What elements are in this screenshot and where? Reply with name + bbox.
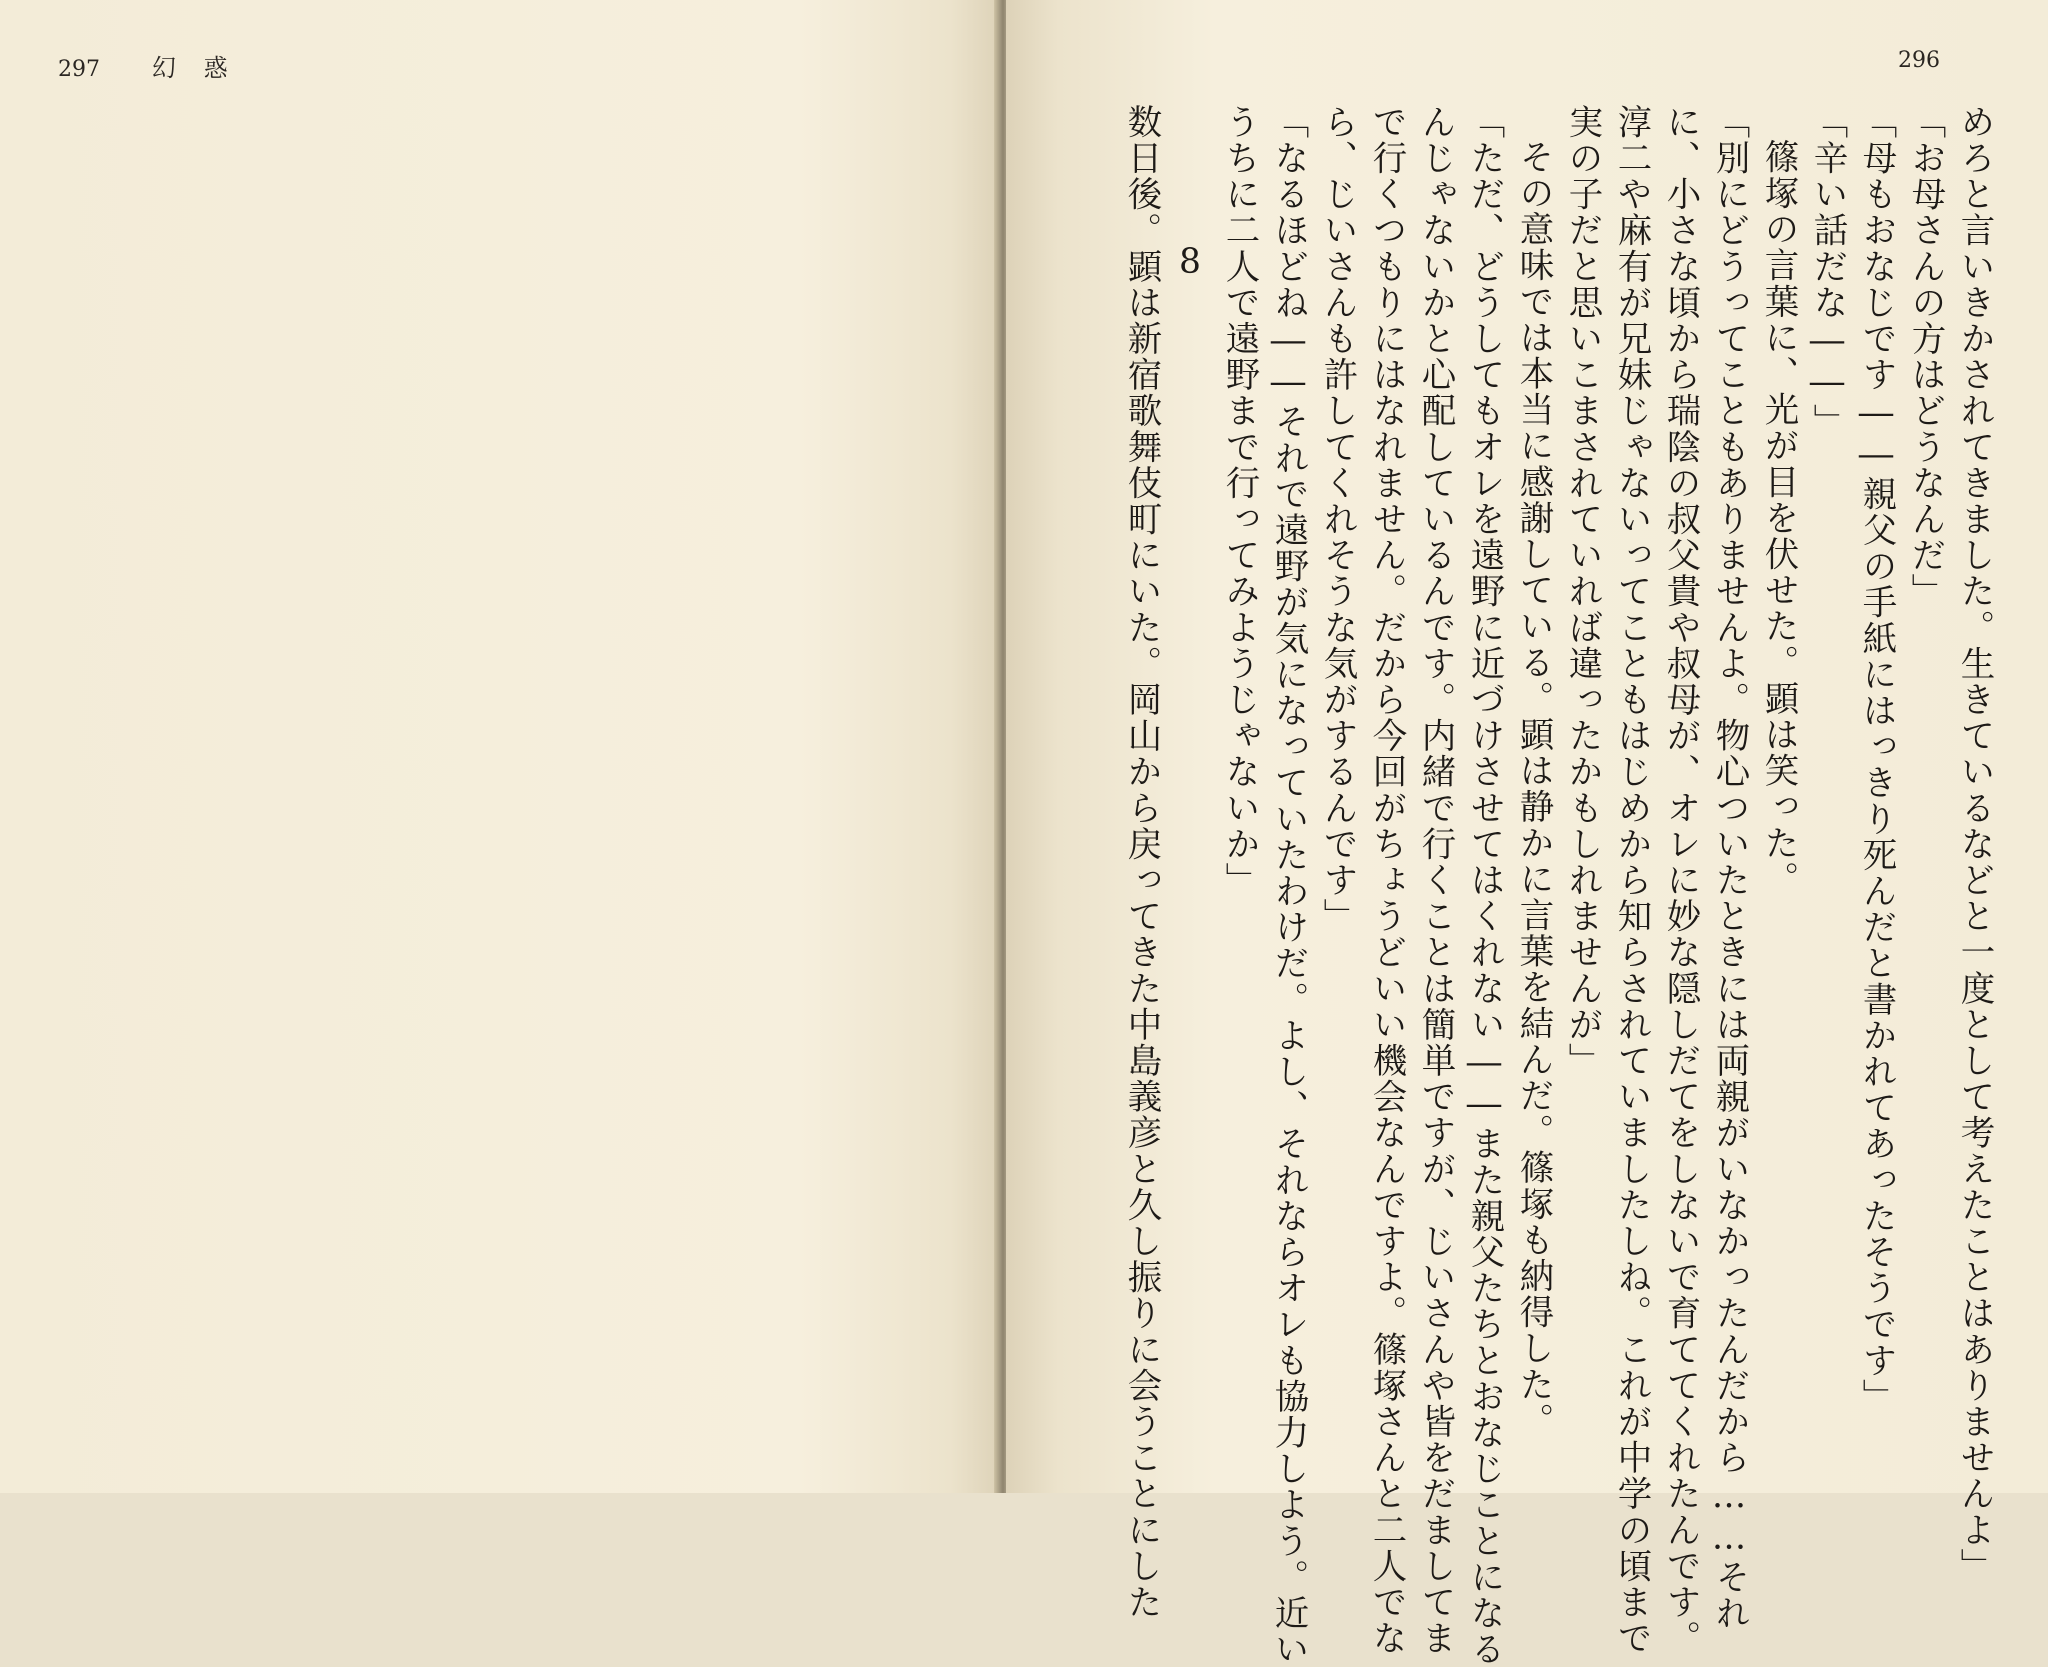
text-line: めろと言いきかされてきました。生きているなどと一度として考えたことはありませんよ」 [1954,104,1994,1585]
text-line: 数日後。顕は新宿歌舞伎町にいた。岡山から戻ってきた中島義彦と久し振りに会うことにした [1121,104,1161,1621]
text-line: 「辛い話だな――」 [1807,104,1847,440]
text-line: 篠塚の言葉に、光が目を伏せた。顕は笑った。 [1758,138,1798,897]
section-number: 8 [1170,242,1210,284]
text-line: で行くつもりにはなれません。だから今回がちょうどいい機会なんですよ。篠塚さんと二人でな [1366,104,1406,1657]
running-title: 幻 惑 [152,54,238,82]
text-line: 実の子だと思いこまされていれば違ったかもしれませんが」 [1562,104,1602,1079]
right-page-text [1121,104,1998,1667]
text-line: 「別にどうってこともありませんよ。物心ついたときには両親がいなかったんだから……それ [1709,104,1749,1632]
text-line: 淳二や麻有が兄妹じゃないってこともはじめから知らされていましたしね。これが中学の頃まで [1611,104,1651,1657]
text-line: その意味では本当に感謝している。顕は静かに言葉を結んだ。篠塚も納得した。 [1513,138,1553,1439]
text-line: 「母もおなじです――親父の手紙にはっきり死んだと書かれてあったそうです」 [1856,104,1896,1415]
left-page [0,0,1000,1493]
text-line: うちに二人で遠野まで行ってみようじゃないか」 [1219,104,1259,899]
text-line: ら、じいさんも許してくれそうな気がするんです」 [1317,104,1357,935]
left-page-header [58,48,238,83]
text-line: に、小さな頃から瑞陰の叔父貴や叔母が、オレに妙な隠しだてをしないで育ててくれたんです。 [1660,104,1700,1657]
text-line: 「お母さんの方はどうなんだ」 [1905,104,1945,610]
right-page-header [1898,48,1940,73]
text-line: 「ただ、どうしてもオレを遠野に近づけさせてはくれない――また親父たちとおなじことになる [1464,104,1504,1667]
text-line: んじゃないかと心配しているんです。内緒で行くことは簡単ですが、じいさんや皆をだましてま [1415,104,1455,1657]
page-number-left: 297 [58,57,100,82]
page-number-right: 296 [1898,48,1940,73]
text-line: 「なるほどね――それで遠野が気になっていたわけだ。よし、それならオレも協力しよう。近い [1268,104,1308,1667]
